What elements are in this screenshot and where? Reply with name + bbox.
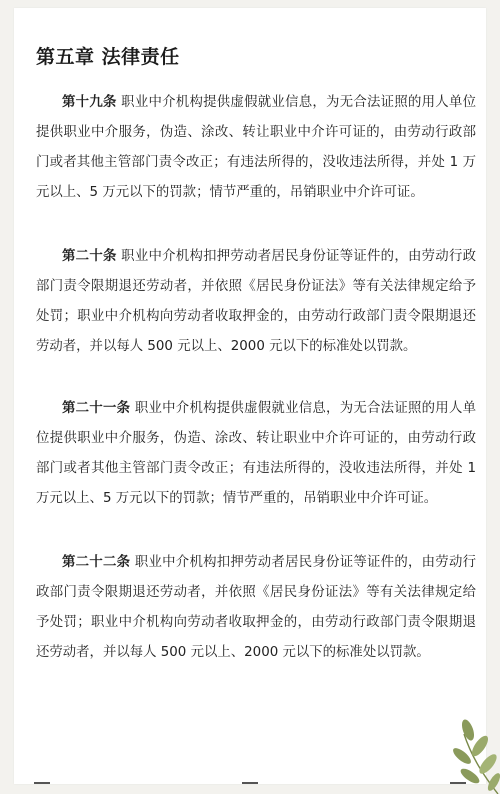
page-corner-mark bbox=[34, 782, 50, 784]
article-text: 职业中介机构扣押劳动者居民身份证等证件的，由劳动行政部门责令限期退还劳动者，并依照《居民身份证法》等有关法律规定给予处罚；职业中介机构向劳动者收取押金的，由劳动行政部门责令限期退还劳动者，并以每人 500 元以上、2000 元以下的标准处以罚款。 bbox=[36, 249, 477, 354]
article-number: 第二十二条 bbox=[62, 555, 131, 570]
article-19 bbox=[36, 88, 476, 208]
article-21 bbox=[36, 394, 476, 514]
article-22 bbox=[36, 548, 476, 668]
article-20 bbox=[36, 242, 476, 362]
article-number: 第十九条 bbox=[62, 95, 117, 110]
leaf-branch-icon bbox=[410, 684, 500, 794]
article-number: 第二十条 bbox=[62, 249, 117, 264]
chapter-title: 第五章 法律责任 bbox=[36, 46, 180, 68]
article-text: 职业中介机构提供虚假就业信息，为无合法证照的用人单位提供职业中介服务，伪造、涂改、转让职业中介许可证的，由劳动行政部门或者其他主管部门责令改正；有违法所得的，没收违法所得，并处 1 万元以上、5 万元以下的罚款；情节严重的，吊销职业中介许可证。 bbox=[36, 95, 477, 200]
article-number: 第二十一条 bbox=[62, 401, 131, 416]
document-page bbox=[14, 8, 486, 784]
article-text: 职业中介机构提供虚假就业信息，为无合法证照的用人单位提供职业中介服务，伪造、涂改、转让职业中介许可证的，由劳动行政部门或者其他主管部门责令改正；有违法所得的，没收违法所得，并处 1 万元以上、5 万元以下的罚款；情节严重的，吊销职业中介许可证。 bbox=[36, 401, 477, 506]
article-text: 职业中介机构扣押劳动者居民身份证等证件的，由劳动行政部门责令限期退还劳动者，并依照《居民身份证法》等有关法律规定给予处罚；职业中介机构向劳动者收取押金的，由劳动行政部门责令限期退还劳动者，并以每人 500 元以上、2000 元以下的标准处以罚款。 bbox=[36, 555, 477, 660]
page-corner-mark bbox=[242, 782, 258, 784]
